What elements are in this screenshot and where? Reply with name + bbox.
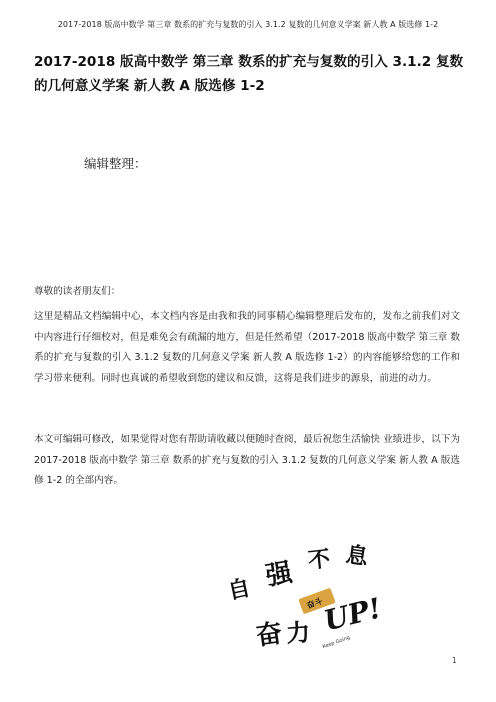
badge-text: 奋斗 (305, 596, 324, 611)
motivational-sticker (222, 541, 385, 653)
slogan-char-3: 不 (306, 545, 332, 574)
effort-char-2: 力 (285, 617, 312, 648)
closing-paragraph: 本文可编辑可修改，如果觉得对您有帮助请收藏以便随时查阅，最后祝您生活愉快 业绩进步，以下为 2017-2018 版高中数学 第三章 数系的扩充与复数的引入 3.1.2 复数的几何意义学案 新人教 A 版选修 1-2 的全部内容。 (34, 434, 460, 487)
up-text: UP! (320, 591, 385, 638)
slogan-char-2: 强 (263, 557, 295, 592)
strive-slogan-text (226, 542, 371, 605)
document-title: 2017-2018 版高中数学 第三章 数系的扩充与复数的引入 3.1.2 复数的几何意义学案 新人教 A 版选修 1-2 (34, 54, 464, 94)
slogan-char-4: 息 (344, 541, 370, 571)
greeting: 尊敬的读者朋友们： (34, 286, 121, 297)
editor-label: 编辑整理： (84, 156, 147, 171)
sticker-caption: Keep Going (321, 634, 351, 651)
page-number: 1 (452, 656, 457, 665)
intro-paragraph: 这里是精品文档编辑中心，本文档内容是由我和我的同事精心编辑整理后发布的，发布之前我们对文中内容进行仔细校对，但是难免会有疏漏的地方，但是任然希望（2017-2018 版高中数学 第三章 数系的扩充与复数的引入 3.1.2 复数的几何意义学案 新人教 A 版选修 1-2）的内容能够给您的工作和学习带来便利。同时也真诚的希望收到您的建议和反馈，这将是我们进步的源泉，前进的动力。 (34, 311, 461, 384)
effort-char-1: 奋 (254, 618, 285, 652)
slogan-char-1: 自 (225, 574, 253, 605)
running-header: 2017-2018 版高中数学 第三章 数系的扩充与复数的引入 3.1.2 复数的几何意义学案 新人教 A 版选修 1-2 (57, 20, 439, 29)
